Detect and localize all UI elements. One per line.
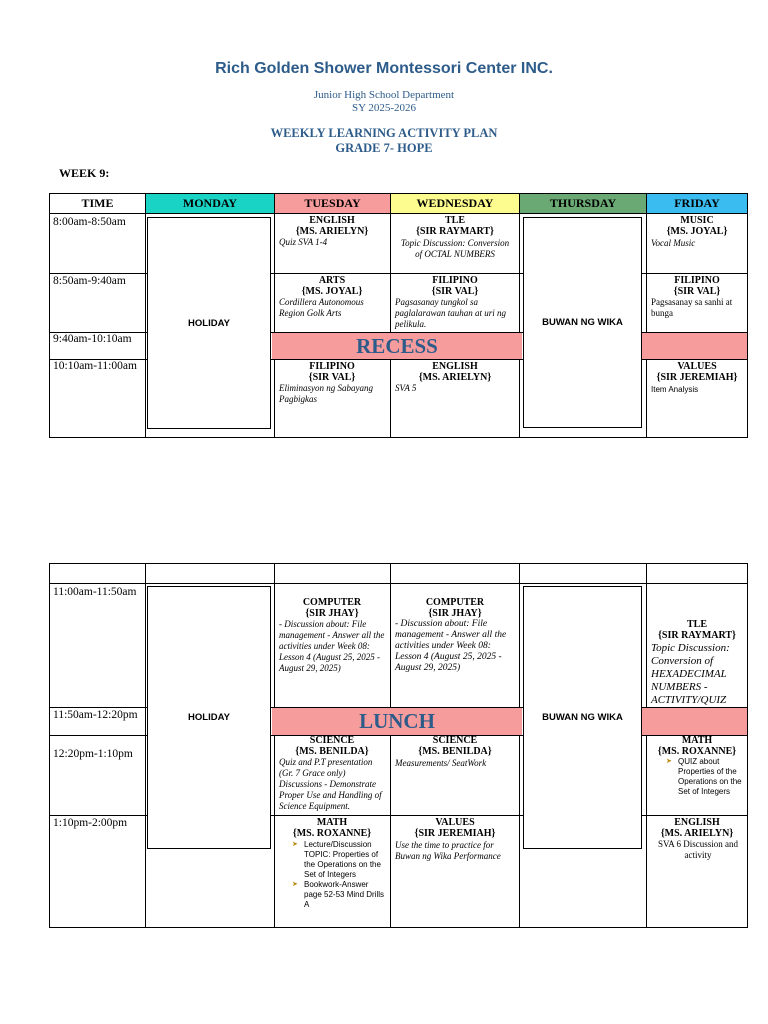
time-slot: 1:10pm-2:00pm — [53, 817, 128, 829]
monday-holiday-box: HOLIDAY — [147, 586, 271, 849]
lunch-band-friday — [641, 708, 747, 735]
class-teacher: {MS. BENILDA} — [295, 746, 369, 757]
bullet-list — [660, 757, 746, 797]
monday-holiday-box: HOLIDAY — [147, 217, 271, 429]
col-friday-header: FRIDAY — [646, 193, 748, 214]
school-name: Rich Golden Shower Montessori Center INC. — [215, 60, 553, 77]
class-note: Pagsasanay tungkol sa paglalarawan tauhan at uri ng pelikula. — [395, 297, 507, 329]
class-subject: COMPUTER — [425, 597, 485, 608]
class-teacher: {SIR VAL} — [308, 372, 356, 383]
recess-band-friday — [641, 333, 747, 359]
class-subject: TLE — [444, 215, 465, 226]
class-subject: MATH — [316, 817, 348, 828]
class-note: Cordillera Autonomous Region Golk Arts — [279, 297, 364, 318]
class-subject: ENGLISH — [674, 817, 720, 828]
class-teacher: {SIR VAL} — [431, 286, 479, 297]
class-teacher: {SIR RAYMART} — [415, 226, 494, 237]
class-note: Eliminasyon ng Sabayang Pagbigkas — [279, 383, 373, 404]
department-name: Junior High School Department — [313, 89, 455, 101]
class-note: SVA 5 — [395, 383, 417, 393]
class-teacher: {MS. ROXANNE} — [292, 828, 372, 839]
time-slot: 9:40am-10:10am — [53, 333, 132, 345]
bullet-item: ➤ Lecture/Discussion TOPIC: Properties of the Operations on the Set of Integers — [286, 840, 388, 880]
class-teacher: {SIR JEREMIAH} — [414, 828, 496, 839]
class-teacher: {MS. ARIELYN} — [660, 828, 734, 839]
bullet-list — [286, 840, 388, 910]
class-teacher: {SIR RAYMART} — [657, 630, 736, 641]
school-year: SY 2025-2026 — [351, 102, 417, 114]
thursday-wika-box: BUWAN NG WIKA — [523, 217, 642, 428]
class-note: SVA 6 Discussion and activity — [657, 839, 739, 860]
class-teacher: {MS. JOYAL} — [666, 226, 728, 237]
time-slot: 10:10am-11:00am — [53, 360, 137, 372]
class-teacher: {SIR VAL} — [673, 286, 721, 297]
class-subject: ARTS — [318, 275, 346, 286]
recess-band: RECESS — [272, 333, 522, 359]
class-subject: MATH — [681, 735, 713, 746]
col-tuesday-header: TUESDAY — [274, 193, 391, 214]
class-subject: SCIENCE — [309, 735, 355, 746]
plan-title: WEEKLY LEARNING ACTIVITY PLAN — [270, 126, 498, 140]
class-subject: COMPUTER — [302, 597, 362, 608]
class-subject: MUSIC — [680, 215, 714, 226]
class-subject: TLE — [686, 619, 707, 630]
col-time-header: TIME — [49, 193, 146, 214]
class-note: Use the time to practice for Buwan ng Wika Performance — [395, 840, 501, 861]
col-monday-header: MONDAY — [145, 193, 275, 214]
class-teacher: {MS. ROXANNE} — [657, 746, 737, 757]
class-subject: VALUES — [677, 361, 717, 372]
time-slot: 11:50am-12:20pm — [53, 709, 138, 721]
class-note: Vocal Music — [651, 238, 696, 248]
class-subject: FILIPINO — [309, 361, 355, 372]
class-note: Item Analysis — [651, 385, 699, 394]
class-teacher: {MS. BENILDA} — [418, 746, 492, 757]
col-wednesday-header: WEDNESDAY — [390, 193, 520, 214]
class-note: Topic Discussion: Conversion of OCTAL NUMBERS — [400, 238, 510, 259]
class-note: Pagsasanay sa sanhi at bunga — [651, 297, 733, 318]
week-label: WEEK 9: — [59, 166, 110, 180]
class-teacher: {SIR JHAY} — [428, 608, 482, 619]
class-note: - Discussion about: File management - Answer all the activities under Week 08: Lesson 4 (August 25, 2025 - August 29, 2025) — [279, 619, 385, 673]
class-subject: ENGLISH — [432, 361, 478, 372]
class-note: Measurements/ SeatWork — [395, 758, 487, 768]
class-teacher: {SIR JHAY} — [305, 608, 359, 619]
thursday-wika-box: BUWAN NG WIKA — [523, 586, 642, 849]
class-note: Quiz and P.T presentation (Gr. 7 Grace only) Discussions - Demonstrate Proper Use and Handling of Science Equipment. — [279, 757, 382, 811]
time-slot: 8:00am-8:50am — [53, 216, 126, 228]
bullet-item: ➤ Bookwork-Answer page 52-53 Mind Drills A — [286, 880, 388, 910]
class-note: - Discussion about: File management - Answer all the activities under Week 08: Lesson 4 (August 25, 2025 - August 29, 2025) — [395, 619, 507, 673]
class-subject: VALUES — [435, 817, 475, 828]
class-teacher: {MS. ARIELYN} — [418, 372, 492, 383]
class-note: Quiz SVA 1-4 — [279, 237, 328, 247]
class-teacher: {MS. JOYAL} — [301, 286, 363, 297]
time-slot: 11:00am-11:50am — [53, 586, 137, 598]
time-slot: 12:20pm-1:10pm — [53, 748, 133, 760]
class-subject: FILIPINO — [674, 275, 720, 286]
class-note: Topic Discussion: Conversion of HEXADECIMAL NUMBERS - ACTIVITY/QUIZ — [651, 642, 730, 706]
class-teacher: {SIR JEREMIAH} — [656, 372, 738, 383]
class-subject: ENGLISH — [309, 215, 355, 226]
department — [0, 89, 768, 115]
lunch-band: LUNCH — [272, 708, 522, 735]
grade-section: GRADE 7- HOPE — [335, 141, 433, 155]
bullet-item: ➤ QUIZ about Properties of the Operations on the Set of Integers — [660, 757, 746, 797]
class-subject: FILIPINO — [432, 275, 478, 286]
time-slot: 8:50am-9:40am — [53, 275, 126, 287]
plan-heading — [0, 126, 768, 156]
col-thursday-header: THURSDAY — [519, 193, 647, 214]
class-subject: SCIENCE — [432, 735, 478, 746]
class-teacher: {MS. ARIELYN} — [295, 226, 369, 237]
